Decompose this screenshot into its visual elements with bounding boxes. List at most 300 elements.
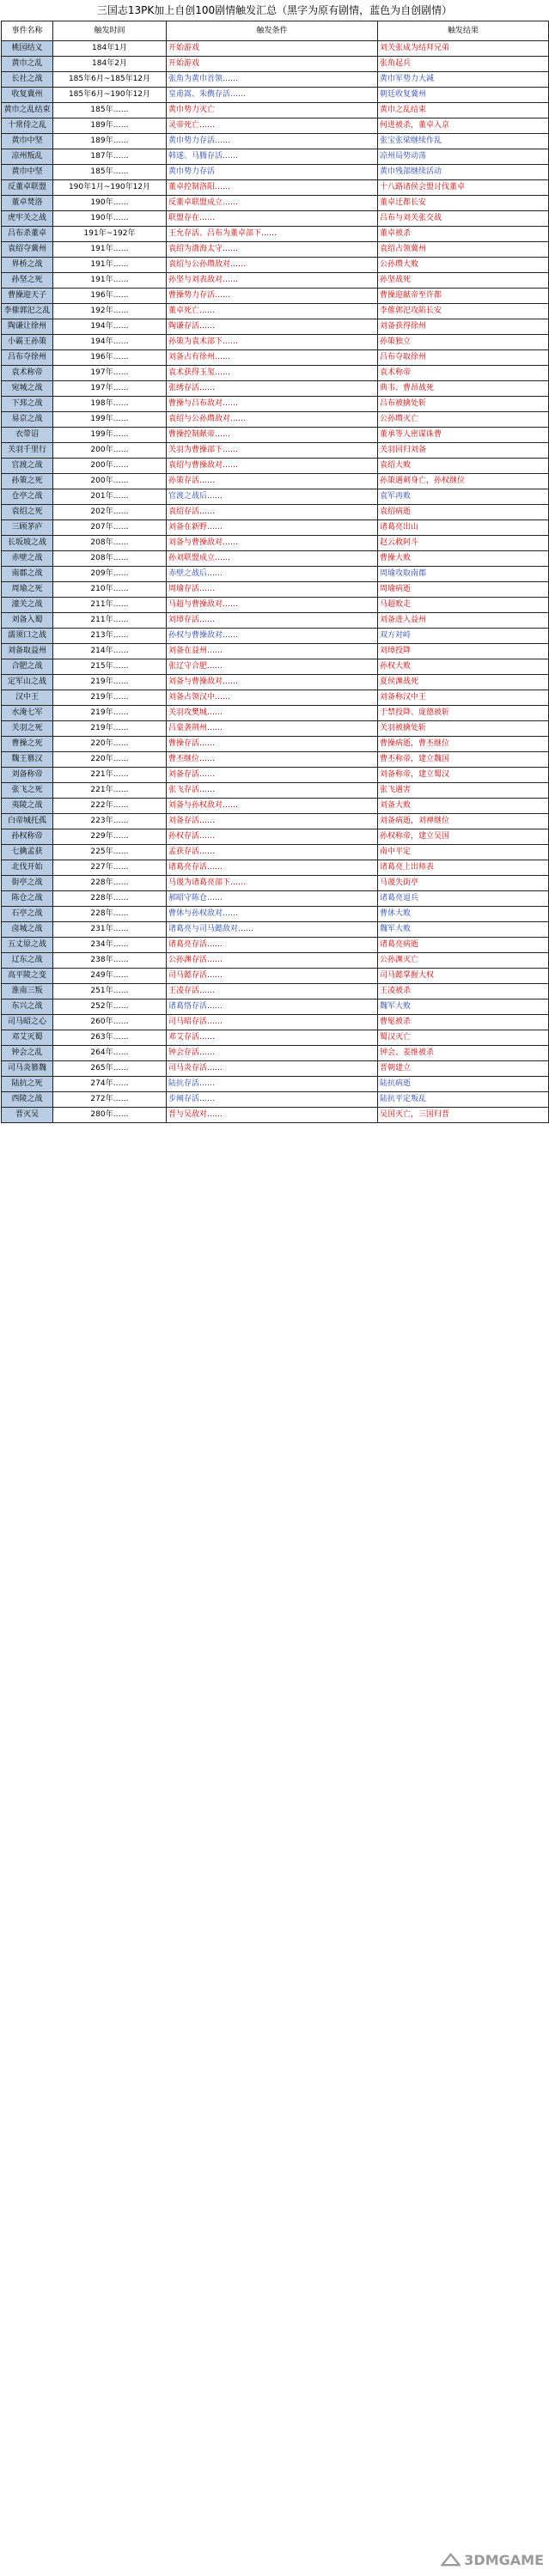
event-name-cell: 汉中王 xyxy=(2,690,53,706)
event-name-cell: 魏王篡汉 xyxy=(2,752,53,768)
table-row xyxy=(2,88,549,103)
trigger-result-cell: 袁军再败 xyxy=(378,489,549,505)
trigger-time-cell: 228年…… xyxy=(53,876,167,891)
table-row xyxy=(2,737,549,752)
trigger-condition-cell: 刘备占领汉中…… xyxy=(167,690,378,706)
event-name-cell: 长社之战 xyxy=(2,72,53,88)
trigger-condition-cell: 张飞存活…… xyxy=(167,783,378,799)
trigger-result-cell: 刘备病逝，刘禅继位 xyxy=(378,814,549,829)
trigger-condition-cell: 韩遂、马腾存活…… xyxy=(167,149,378,165)
trigger-time-cell: 251年…… xyxy=(53,984,167,999)
trigger-condition-cell: 诸葛亮存活…… xyxy=(167,860,378,876)
trigger-condition-cell: 陆抗存活…… xyxy=(167,1077,378,1092)
table-row xyxy=(2,1092,549,1108)
trigger-condition-cell: 袁术获得玉玺…… xyxy=(167,366,378,381)
trigger-result-cell: 张宝张梁继续作乱 xyxy=(378,134,549,149)
trigger-time-cell: 194年…… xyxy=(53,335,167,350)
table-row xyxy=(2,799,549,814)
trigger-condition-cell: 孙坚与刘表敌对…… xyxy=(167,273,378,289)
event-name-cell: 反董卓联盟 xyxy=(2,180,53,196)
table-row xyxy=(2,829,549,845)
table-row xyxy=(2,845,549,860)
event-name-cell: 邓艾灭蜀 xyxy=(2,1030,53,1046)
event-name-cell: 衣带诏 xyxy=(2,428,53,443)
trigger-time-cell: 213年…… xyxy=(53,629,167,644)
trigger-result-cell: 关羽回归刘备 xyxy=(378,443,549,459)
header-trigger-result: 触发结果 xyxy=(378,21,549,41)
event-name-cell: 三顾茅庐 xyxy=(2,520,53,536)
trigger-result-cell: 关羽被擒处斩 xyxy=(378,721,549,737)
header-trigger-time: 触发时间 xyxy=(53,21,167,41)
trigger-result-cell: 曹操大败 xyxy=(378,551,549,567)
header-event-name: 事件名称 xyxy=(2,21,53,41)
trigger-result-cell: 孙权称帝，建立吴国 xyxy=(378,829,549,845)
trigger-condition-cell: 刘备占有徐州…… xyxy=(167,350,378,366)
trigger-time-cell: 185年…… xyxy=(53,103,167,118)
trigger-condition-cell: 灵帝死亡…… xyxy=(167,118,378,134)
trigger-time-cell: 228年…… xyxy=(53,907,167,922)
trigger-result-cell: 袁绍大败 xyxy=(378,459,549,474)
table-row xyxy=(2,1046,549,1061)
table-row xyxy=(2,72,549,88)
event-name-cell: 孙策之死 xyxy=(2,474,53,489)
table-row xyxy=(2,335,549,350)
trigger-condition-cell: 孙权存活…… xyxy=(167,829,378,845)
trigger-condition-cell: 联盟存在…… xyxy=(167,211,378,227)
trigger-condition-cell: 开始游戏 xyxy=(167,57,378,72)
event-name-cell: 虎牢关之战 xyxy=(2,211,53,227)
table-row xyxy=(2,721,549,737)
trigger-condition-cell: 张绣存活…… xyxy=(167,381,378,397)
table-row xyxy=(2,613,549,629)
trigger-result-cell: 孙策独立 xyxy=(378,335,549,350)
table-row xyxy=(2,57,549,72)
table-row xyxy=(2,242,549,258)
event-name-cell: 易京之战 xyxy=(2,412,53,428)
trigger-condition-cell: 黄巾势力存活…… xyxy=(167,134,378,149)
table-row xyxy=(2,289,549,304)
watermark-text: 3DMGAME xyxy=(464,2551,544,2568)
event-name-cell: 街亭之战 xyxy=(2,876,53,891)
event-name-cell: 赤壁之战 xyxy=(2,551,53,567)
trigger-time-cell: 225年…… xyxy=(53,845,167,860)
trigger-time-cell: 200年…… xyxy=(53,474,167,489)
trigger-time-cell: 200年…… xyxy=(53,459,167,474)
trigger-result-cell: 陆抗平定叛乱 xyxy=(378,1092,549,1108)
trigger-time-cell: 196年…… xyxy=(53,289,167,304)
trigger-result-cell: 魏军大败 xyxy=(378,922,549,938)
trigger-time-cell: 192年…… xyxy=(53,304,167,319)
event-name-cell: 南郡之战 xyxy=(2,567,53,582)
event-name-cell: 定军山之战 xyxy=(2,675,53,690)
table-row xyxy=(2,304,549,319)
trigger-time-cell: 196年…… xyxy=(53,350,167,366)
event-name-cell: 黄巾之乱 xyxy=(2,57,53,72)
table-row xyxy=(2,381,549,397)
trigger-result-cell: 黄巾之乱结束 xyxy=(378,103,549,118)
trigger-result-cell: 诸葛亮出山 xyxy=(378,520,549,536)
trigger-result-cell: 马谡失街亭 xyxy=(378,876,549,891)
trigger-time-cell: 198年…… xyxy=(53,397,167,412)
trigger-time-cell: 210年…… xyxy=(53,582,167,598)
event-name-cell: 北伐开始 xyxy=(2,860,53,876)
trigger-time-cell: 219年…… xyxy=(53,706,167,721)
table-row xyxy=(2,366,549,381)
trigger-condition-cell: 马谡为诸葛亮部下…… xyxy=(167,876,378,891)
table-row xyxy=(2,907,549,922)
logo-icon xyxy=(441,2551,461,2568)
trigger-condition-cell: 曹操存活…… xyxy=(167,737,378,752)
table-row xyxy=(2,227,549,242)
trigger-time-cell: 231年…… xyxy=(53,922,167,938)
trigger-result-cell: 夏侯渊战死 xyxy=(378,675,549,690)
trigger-condition-cell: 刘备在益州…… xyxy=(167,644,378,659)
event-name-cell: 吕布夺徐州 xyxy=(2,350,53,366)
trigger-condition-cell: 曹操势力存活…… xyxy=(167,289,378,304)
trigger-time-cell: 219年…… xyxy=(53,721,167,737)
trigger-result-cell: 吕布被擒处斩 xyxy=(378,397,549,412)
trigger-condition-cell: 袁绍与公孙瓒敌对…… xyxy=(167,412,378,428)
table-row xyxy=(2,134,549,149)
trigger-result-cell: 刘璋投降 xyxy=(378,644,549,659)
trigger-result-cell: 董承等人密谋诛曹 xyxy=(378,428,549,443)
table-row xyxy=(2,984,549,999)
table-row xyxy=(2,196,549,211)
event-name-cell: 卤城之战 xyxy=(2,922,53,938)
trigger-condition-cell: 晋与吴敌对…… xyxy=(167,1108,378,1123)
trigger-time-cell: 207年…… xyxy=(53,520,167,536)
table-row xyxy=(2,1077,549,1092)
table-row xyxy=(2,273,549,289)
trigger-time-cell: 200年…… xyxy=(53,443,167,459)
trigger-time-cell: 202年…… xyxy=(53,505,167,520)
trigger-condition-cell: 孙策存活…… xyxy=(167,474,378,489)
trigger-time-cell: 184年1月 xyxy=(53,41,167,57)
event-name-cell: 仓亭之战 xyxy=(2,489,53,505)
trigger-condition-cell: 董卓死亡…… xyxy=(167,304,378,319)
table-row xyxy=(2,41,549,57)
trigger-condition-cell: 司马昭存活…… xyxy=(167,1015,378,1030)
event-name-cell: 宛城之战 xyxy=(2,381,53,397)
trigger-time-cell: 211年…… xyxy=(53,613,167,629)
event-name-cell: 刘备入蜀 xyxy=(2,613,53,629)
event-name-cell: 关羽之死 xyxy=(2,721,53,737)
table-row xyxy=(2,922,549,938)
trigger-condition-cell: 袁绍存活…… xyxy=(167,505,378,520)
event-name-cell: 桃园结义 xyxy=(2,41,53,57)
trigger-time-cell: 191年…… xyxy=(53,258,167,273)
trigger-time-cell: 274年…… xyxy=(53,1077,167,1092)
trigger-condition-cell: 诸葛亮存活…… xyxy=(167,938,378,953)
event-name-cell: 潼关之战 xyxy=(2,598,53,613)
table-row xyxy=(2,706,549,721)
event-name-cell: 关羽千里行 xyxy=(2,443,53,459)
event-name-cell: 袁术称帝 xyxy=(2,366,53,381)
trigger-condition-cell: 袁绍与曹操敌对…… xyxy=(167,459,378,474)
table-row xyxy=(2,999,549,1015)
trigger-time-cell: 211年…… xyxy=(53,598,167,613)
trigger-result-cell: 周瑜病逝 xyxy=(378,582,549,598)
event-name-cell: 陆抗之死 xyxy=(2,1077,53,1092)
table-row xyxy=(2,814,549,829)
table-row xyxy=(2,690,549,706)
event-name-cell: 李傕郭汜之乱 xyxy=(2,304,53,319)
event-name-cell: 刘备称帝 xyxy=(2,768,53,783)
trigger-time-cell: 249年…… xyxy=(53,969,167,984)
trigger-result-cell: 公孙瓒灭亡 xyxy=(378,412,549,428)
trigger-result-cell: 袁绍占领冀州 xyxy=(378,242,549,258)
event-name-cell: 淮南三叛 xyxy=(2,984,53,999)
table-row xyxy=(2,860,549,876)
trigger-result-cell: 张飞遇害 xyxy=(378,783,549,799)
table-row xyxy=(2,103,549,118)
table-row xyxy=(2,969,549,984)
trigger-time-cell: 234年…… xyxy=(53,938,167,953)
trigger-condition-cell: 黄巾势力存活 xyxy=(167,165,378,180)
watermark xyxy=(441,2549,544,2571)
trigger-result-cell: 孙权大败 xyxy=(378,659,549,675)
trigger-time-cell: 191年~192年 xyxy=(53,227,167,242)
trigger-time-cell: 221年…… xyxy=(53,783,167,799)
table-row xyxy=(2,474,549,489)
trigger-condition-cell: 孙权与曹操敌对…… xyxy=(167,629,378,644)
table-row xyxy=(2,211,549,227)
trigger-time-cell: 272年…… xyxy=(53,1092,167,1108)
table-row xyxy=(2,752,549,768)
trigger-result-cell: 董卓迁都长安 xyxy=(378,196,549,211)
event-name-cell: 司马炎篡魏 xyxy=(2,1061,53,1077)
trigger-result-cell: 晋朝建立 xyxy=(378,1061,549,1077)
trigger-result-cell: 南中平定 xyxy=(378,845,549,860)
table-row xyxy=(2,938,549,953)
trigger-time-cell: 252年…… xyxy=(53,999,167,1015)
trigger-result-cell: 刘备称帝，建立蜀汉 xyxy=(378,768,549,783)
table-row xyxy=(2,551,549,567)
event-name-cell: 袁绍夺冀州 xyxy=(2,242,53,258)
trigger-condition-cell: 反董卓联盟成立…… xyxy=(167,196,378,211)
event-name-cell: 辽东之战 xyxy=(2,953,53,969)
trigger-condition-cell: 刘备在新野…… xyxy=(167,520,378,536)
trigger-result-cell: 王凌被杀 xyxy=(378,984,549,999)
trigger-time-cell: 220年…… xyxy=(53,752,167,768)
trigger-time-cell: 185年6月~185年12月 xyxy=(53,72,167,88)
table-row xyxy=(2,768,549,783)
trigger-result-cell: 赵云救阿斗 xyxy=(378,536,549,551)
trigger-time-cell: 201年…… xyxy=(53,489,167,505)
event-name-cell: 孙权称帝 xyxy=(2,829,53,845)
event-name-cell: 官渡之战 xyxy=(2,459,53,474)
trigger-result-cell: 刘备称汉中王 xyxy=(378,690,549,706)
table-row xyxy=(2,165,549,180)
trigger-condition-cell: 王凌存活…… xyxy=(167,984,378,999)
trigger-condition-cell: 诸葛恪存活…… xyxy=(167,999,378,1015)
trigger-result-cell: 刘关张成为结拜兄弟 xyxy=(378,41,549,57)
trigger-time-cell: 197年…… xyxy=(53,366,167,381)
table-row xyxy=(2,567,549,582)
trigger-time-cell: 197年…… xyxy=(53,381,167,397)
event-name-cell: 孙坚之死 xyxy=(2,273,53,289)
event-name-cell: 黄巾之乱结束 xyxy=(2,103,53,118)
table-row xyxy=(2,783,549,799)
table-row xyxy=(2,258,549,273)
trigger-result-cell: 十八路诸侯会盟讨伐董卓 xyxy=(378,180,549,196)
trigger-result-cell: 孙策遇刺身亡，孙权继位 xyxy=(378,474,549,489)
trigger-condition-cell: 黄巾势力灭亡 xyxy=(167,103,378,118)
trigger-result-cell: 陆抗病逝 xyxy=(378,1077,549,1092)
trigger-result-cell: 公孙瓒大败 xyxy=(378,258,549,273)
event-name-cell: 晋灭吴 xyxy=(2,1108,53,1123)
trigger-condition-cell: 钟会存活…… xyxy=(167,1046,378,1061)
trigger-condition-cell: 官渡之战后…… xyxy=(167,489,378,505)
table-row xyxy=(2,891,549,907)
trigger-time-cell: 190年1月~190年12月 xyxy=(53,180,167,196)
event-name-cell: 袁绍之死 xyxy=(2,505,53,520)
trigger-result-cell: 周瑜攻取南郡 xyxy=(378,567,549,582)
event-name-cell: 曹操之死 xyxy=(2,737,53,752)
header-trigger-condition: 触发条件 xyxy=(167,21,378,41)
trigger-time-cell: 220年…… xyxy=(53,737,167,752)
table-row xyxy=(2,582,549,598)
trigger-time-cell: 260年…… xyxy=(53,1015,167,1030)
trigger-result-cell: 曹休大败 xyxy=(378,907,549,922)
table-row xyxy=(2,118,549,134)
trigger-result-cell: 诸葛亮上出师表 xyxy=(378,860,549,876)
table-row xyxy=(2,1015,549,1030)
trigger-time-cell: 221年…… xyxy=(53,768,167,783)
trigger-time-cell: 185年6月~190年12月 xyxy=(53,88,167,103)
trigger-condition-cell: 张角为黄巾首领…… xyxy=(167,72,378,88)
event-name-cell: 五丈原之战 xyxy=(2,938,53,953)
event-name-cell: 高平陵之变 xyxy=(2,969,53,984)
trigger-result-cell: 钟会、姜维被杀 xyxy=(378,1046,549,1061)
trigger-result-cell: 吕布与刘关张交战 xyxy=(378,211,549,227)
event-name-cell: 十常侍之乱 xyxy=(2,118,53,134)
trigger-condition-cell: 关羽为曹操部下…… xyxy=(167,443,378,459)
table-row xyxy=(2,629,549,644)
trigger-result-cell: 蜀汉灭亡 xyxy=(378,1030,549,1046)
trigger-result-cell: 袁绍病逝 xyxy=(378,505,549,520)
trigger-condition-cell: 孙策为袁术部下…… xyxy=(167,335,378,350)
trigger-time-cell: 208年…… xyxy=(53,551,167,567)
trigger-time-cell: 194年…… xyxy=(53,319,167,335)
event-name-cell: 濡须口之战 xyxy=(2,629,53,644)
trigger-time-cell: 223年…… xyxy=(53,814,167,829)
trigger-time-cell: 190年…… xyxy=(53,211,167,227)
trigger-result-cell: 李傕郭汜攻陷长安 xyxy=(378,304,549,319)
trigger-result-cell: 吴国灭亡，三国归晋 xyxy=(378,1108,549,1123)
trigger-result-cell: 何进被杀，董卓入京 xyxy=(378,118,549,134)
trigger-condition-cell: 公孙渊存活…… xyxy=(167,953,378,969)
trigger-time-cell: 189年…… xyxy=(53,134,167,149)
trigger-result-cell: 刘备大败 xyxy=(378,799,549,814)
table-row xyxy=(2,1030,549,1046)
table-row xyxy=(2,953,549,969)
event-table xyxy=(1,21,549,1123)
event-name-cell: 张飞之死 xyxy=(2,783,53,799)
table-row xyxy=(2,489,549,505)
trigger-condition-cell: 吕蒙袭荆州…… xyxy=(167,721,378,737)
event-name-cell: 吕布杀董卓 xyxy=(2,227,53,242)
event-name-cell: 曹操迎天子 xyxy=(2,289,53,304)
trigger-result-cell: 马超败走 xyxy=(378,598,549,613)
event-name-cell: 刘备取益州 xyxy=(2,644,53,659)
trigger-time-cell: 214年…… xyxy=(53,644,167,659)
trigger-result-cell: 诸葛亮病逝 xyxy=(378,938,549,953)
trigger-condition-cell: 皇甫嵩、朱儁存活…… xyxy=(167,88,378,103)
trigger-result-cell: 双方对峙 xyxy=(378,629,549,644)
event-name-cell: 小霸王孙策 xyxy=(2,335,53,350)
trigger-time-cell: 280年…… xyxy=(53,1108,167,1123)
table-body xyxy=(2,41,549,1123)
trigger-condition-cell: 马超与曹操敌对…… xyxy=(167,598,378,613)
trigger-result-cell: 司马懿掌握大权 xyxy=(378,969,549,984)
trigger-result-cell: 刘备进入益州 xyxy=(378,613,549,629)
table-row xyxy=(2,598,549,613)
trigger-condition-cell: 郝昭守陈仓…… xyxy=(167,891,378,907)
table-row xyxy=(2,520,549,536)
trigger-time-cell: 191年…… xyxy=(53,242,167,258)
event-name-cell: 夷陵之战 xyxy=(2,799,53,814)
trigger-result-cell: 曹操迎献帝至许都 xyxy=(378,289,549,304)
trigger-result-cell: 张角起兵 xyxy=(378,57,549,72)
trigger-result-cell: 孙坚战死 xyxy=(378,273,549,289)
trigger-result-cell: 刘备获得徐州 xyxy=(378,319,549,335)
trigger-time-cell: 199年…… xyxy=(53,412,167,428)
trigger-result-cell: 典韦、曹昂战死 xyxy=(378,381,549,397)
table-row xyxy=(2,428,549,443)
trigger-condition-cell: 袁绍与公孙瓒敌对…… xyxy=(167,258,378,273)
trigger-condition-cell: 王允存活、吕布为董卓部下…… xyxy=(167,227,378,242)
trigger-condition-cell: 刘备与孙权敌对…… xyxy=(167,799,378,814)
trigger-time-cell: 229年…… xyxy=(53,829,167,845)
trigger-condition-cell: 刘璋存活…… xyxy=(167,613,378,629)
event-name-cell: 长坂坡之战 xyxy=(2,536,53,551)
table-header-row xyxy=(2,21,549,41)
table-row xyxy=(2,659,549,675)
event-name-cell: 黄巾中坚 xyxy=(2,165,53,180)
trigger-condition-cell: 刘备与曹操敌对…… xyxy=(167,675,378,690)
trigger-time-cell: 228年…… xyxy=(53,891,167,907)
trigger-condition-cell: 刘备存活…… xyxy=(167,814,378,829)
table-row xyxy=(2,1061,549,1077)
trigger-time-cell: 263年…… xyxy=(53,1030,167,1046)
trigger-condition-cell: 董卓控制洛阳…… xyxy=(167,180,378,196)
trigger-result-cell: 魏军大败 xyxy=(378,999,549,1015)
table-row xyxy=(2,180,549,196)
trigger-condition-cell: 关羽攻樊城…… xyxy=(167,706,378,721)
trigger-result-cell: 袁术称帝 xyxy=(378,366,549,381)
trigger-result-cell: 凉州局势动荡 xyxy=(378,149,549,165)
trigger-condition-cell: 赤壁之战后…… xyxy=(167,567,378,582)
trigger-condition-cell: 司马懿存活…… xyxy=(167,969,378,984)
table-row xyxy=(2,412,549,428)
table-row xyxy=(2,505,549,520)
trigger-condition-cell: 诸葛亮与司马懿敌对…… xyxy=(167,922,378,938)
trigger-result-cell: 曹操病逝，曹丕继位 xyxy=(378,737,549,752)
table-row xyxy=(2,443,549,459)
event-name-cell: 合肥之战 xyxy=(2,659,53,675)
event-name-cell: 董卓焚洛 xyxy=(2,196,53,211)
trigger-time-cell: 191年…… xyxy=(53,273,167,289)
trigger-result-cell: 黄巾军势力大减 xyxy=(378,72,549,88)
trigger-result-cell: 董卓被杀 xyxy=(378,227,549,242)
trigger-result-cell: 诸葛亮退兵 xyxy=(378,891,549,907)
trigger-condition-cell: 曹休与孙权敌对…… xyxy=(167,907,378,922)
event-name-cell: 下邳之战 xyxy=(2,397,53,412)
trigger-condition-cell: 曹丕继位…… xyxy=(167,752,378,768)
trigger-time-cell: 184年2月 xyxy=(53,57,167,72)
trigger-result-cell: 曹髦被杀 xyxy=(378,1015,549,1030)
